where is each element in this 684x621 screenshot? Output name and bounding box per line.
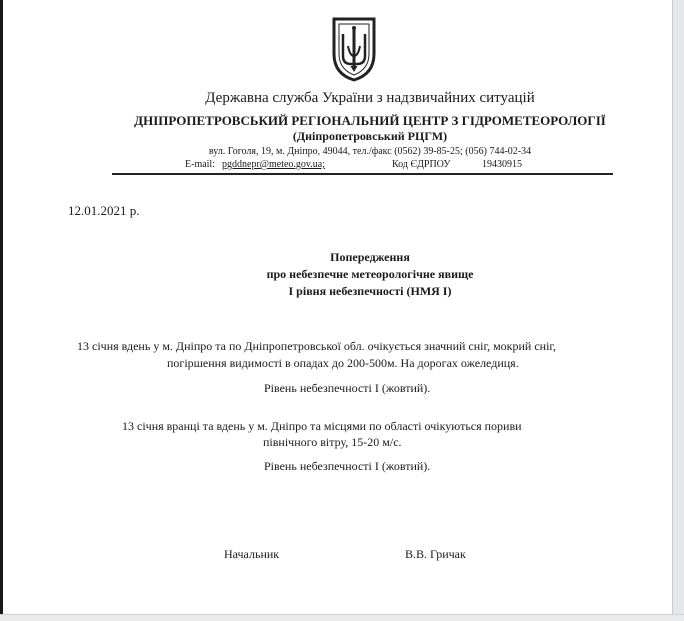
- agency-name: Державна служба України з надзвичайних ситуацій: [205, 90, 535, 106]
- email-label: E-mail:: [185, 159, 215, 170]
- level-note-2: Рівень небезпечності І (жовтий).: [264, 459, 431, 473]
- document-date: 12.01.2021 р.: [68, 203, 140, 218]
- left-frame-border: [0, 0, 3, 621]
- signatory-name: В.В. Гричак: [405, 547, 466, 561]
- email-link[interactable]: pgddnepr@meteo.gov.ua;: [222, 159, 325, 170]
- trident-coat-of-arms-icon: [329, 16, 379, 82]
- edrpou-code: 19430915: [482, 159, 522, 170]
- paragraph-2-line-2: північного вітру, 15-20 м/с.: [263, 435, 402, 449]
- paragraph-2-line-1: 13 січня вранці та вдень у м. Дніпро та місцями по області очікуються пориви: [122, 419, 522, 433]
- address-line: вул. Гоголя, 19, м. Дніпро, 49044, тел./факс (0562) 39-85-25; (056) 744-02-34: [208, 146, 532, 157]
- edrpou-label: Код ЄДРПОУ: [392, 159, 451, 170]
- level-note-1: Рівень небезпечності І (жовтий).: [264, 381, 431, 395]
- warning-title: Попередження: [330, 250, 410, 264]
- warning-level-heading: І рівня небезпечності (НМЯ І): [288, 284, 452, 298]
- bottom-scroll-edge: [0, 614, 684, 621]
- center-abbreviation: (Дніпропетровський РЦГМ): [292, 129, 448, 143]
- header-divider: [112, 173, 613, 175]
- center-name: ДНІПРОПЕТРОВСЬКИЙ РЕГІОНАЛЬНИЙ ЦЕНТР З ГІДРОМЕТЕОРОЛОГІЇ: [134, 113, 606, 128]
- signatory-title: Начальник: [224, 547, 280, 561]
- paragraph-1-line-2: погіршення видимості в опадах до 200-500м. На дорогах ожеледиця.: [167, 356, 519, 370]
- warning-subtitle: про небезпечне метеорологічне явище: [266, 267, 474, 281]
- paragraph-1-line-1: 13 січня вдень у м. Дніпро та по Дніпропетровської обл. очікується значний сніг, мокрий сніг,: [77, 339, 556, 353]
